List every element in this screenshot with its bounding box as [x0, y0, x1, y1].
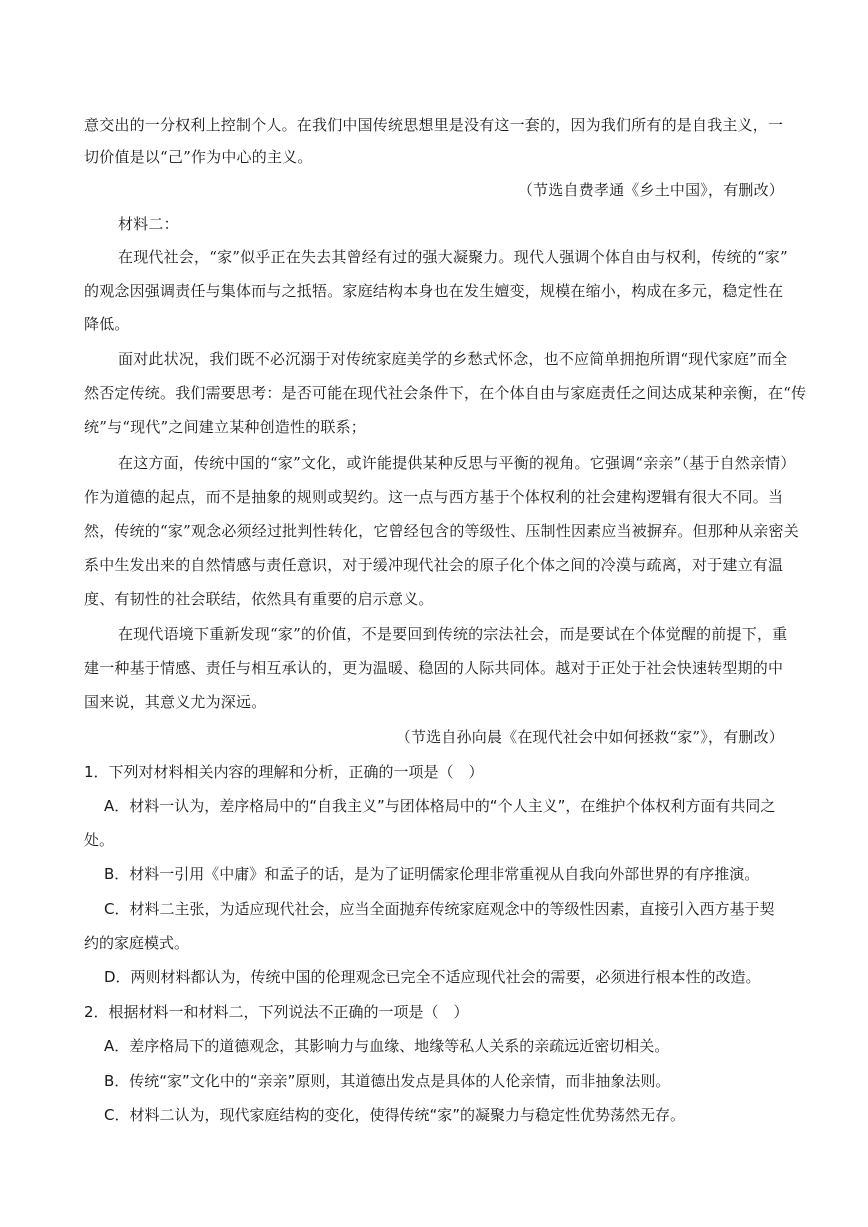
material2-p2-line: 面对此状况，我们既不必沉溺于对传统家庭美学的乡愁式怀念，也不应简单拥抱所谓“现代家庭”而全 [118, 350, 788, 368]
material2-p3-line: 在这方面，传统中国的“家”文化，或许能提供某种反思与平衡的视角。它强调“亲亲”（基于自然亲情） [118, 454, 796, 472]
question-2-option-b: B．传统“家”文化中的“亲亲”原则，其道德出发点是具体的人伦亲情，而非抽象法则。 [104, 1072, 671, 1090]
material2-source: （节选自孙向晨《在现代社会中如何拯救“家”》，有删改） [395, 728, 784, 746]
question-1-option-c-cont: 约的家庭模式。 [84, 934, 190, 952]
question-1-stem: 1．下列对材料相关内容的理解和分析，正确的一项是（ ） [84, 763, 484, 781]
material2-p3-line: 作为道德的起点，而不是抽象的规则或契约。这一点与西方基于个体权利的社会建构逻辑有很大不同。当 [84, 488, 784, 506]
material1-line: 意交出的一分权利上控制个人。在我们中国传统思想里是没有这一套的，因为我们所有的是自我主义，一 [84, 116, 784, 134]
material2-p1-line: 在现代社会，“家”似乎正在失去其曾经有过的强大凝聚力。现代人强调个体自由与权利，传统的“家” [118, 248, 788, 266]
material1-source: （节选自费孝通《乡土中国》，有删改） [517, 181, 784, 199]
material2-p2-line: 然否定传统。我们需要思考：是否可能在现代社会条件下，在个体自由与家庭责任之间达成某种亲衡，在“传 [84, 384, 807, 402]
material2-p4-line: 建一种基于情感、责任与相互承认的，更为温暖、稳固的人际共同体。越对于正处于社会快速转型期的中 [84, 659, 784, 677]
question-2-option-c: C．材料二认为，现代家庭结构的变化，使得传统“家”的凝聚力与稳定性优势荡然无存。 [104, 1106, 686, 1124]
question-1-option-a: A．材料一认为，差序格局中的“自我主义”与团体格局中的“个人主义”，在维护个体权利方面有共同之 [104, 797, 776, 815]
question-2-stem: 2．根据材料一和材料二，下列说法不正确的一项是（ ） [84, 1003, 469, 1021]
material2-p1-line: 的观念因强调责任与集体而与之抵牾。家庭结构本身也在发生嬗变，规模在缩小，构成在多元，稳定性在 [84, 282, 784, 300]
material2-p4-line: 在现代语境下重新发现“家”的价值，不是要回到传统的宗法社会，而是要试在个体觉醒的前提下，重 [118, 625, 788, 643]
question-1-option-a-cont: 处。 [84, 831, 115, 849]
material2-p3-line: 度、有韧性的社会联结，依然具有重要的启示意义。 [84, 590, 434, 608]
question-1-option-c: C．材料二主张，为适应现代社会，应当全面抛弃传统家庭观念中的等级性因素，直接引入西方基于契 [104, 900, 775, 918]
material1-line: 切价值是以“己”作为中心的主义。 [84, 148, 313, 166]
material2-p3-line: 系中生发出来的自然情感与责任意识，对于缓冲现代社会的原子化个体之间的冷漠与疏离，对于建立有温 [84, 556, 784, 574]
material2-p3-line: 然，传统的“家”观念必须经过批判性转化，它曾经包含的等级性、压制性因素应当被摒弃。但那种从亲密关 [84, 522, 799, 540]
question-1-option-d: D．两则材料都认为，传统中国的伦理观念已完全不适应现代社会的需要，必须进行根本性的改造。 [104, 968, 761, 986]
material2-p4-line: 国来说，其意义尤为深远。 [84, 693, 267, 711]
material2-heading: 材料二： [118, 215, 179, 233]
question-1-option-b: B．材料一引用《中庸》和孟子的话，是为了证明儒家伦理非常重视从自我向外部世界的有序推演。 [104, 865, 760, 883]
question-2-option-a: A．差序格局下的道德观念，其影响力与血缘、地缘等私人关系的亲疏远近密切相关。 [104, 1037, 670, 1055]
material2-p1-line: 降低。 [84, 315, 130, 333]
material2-p2-line: 统”与“现代”之间建立某种创造性的联系； [84, 418, 367, 436]
